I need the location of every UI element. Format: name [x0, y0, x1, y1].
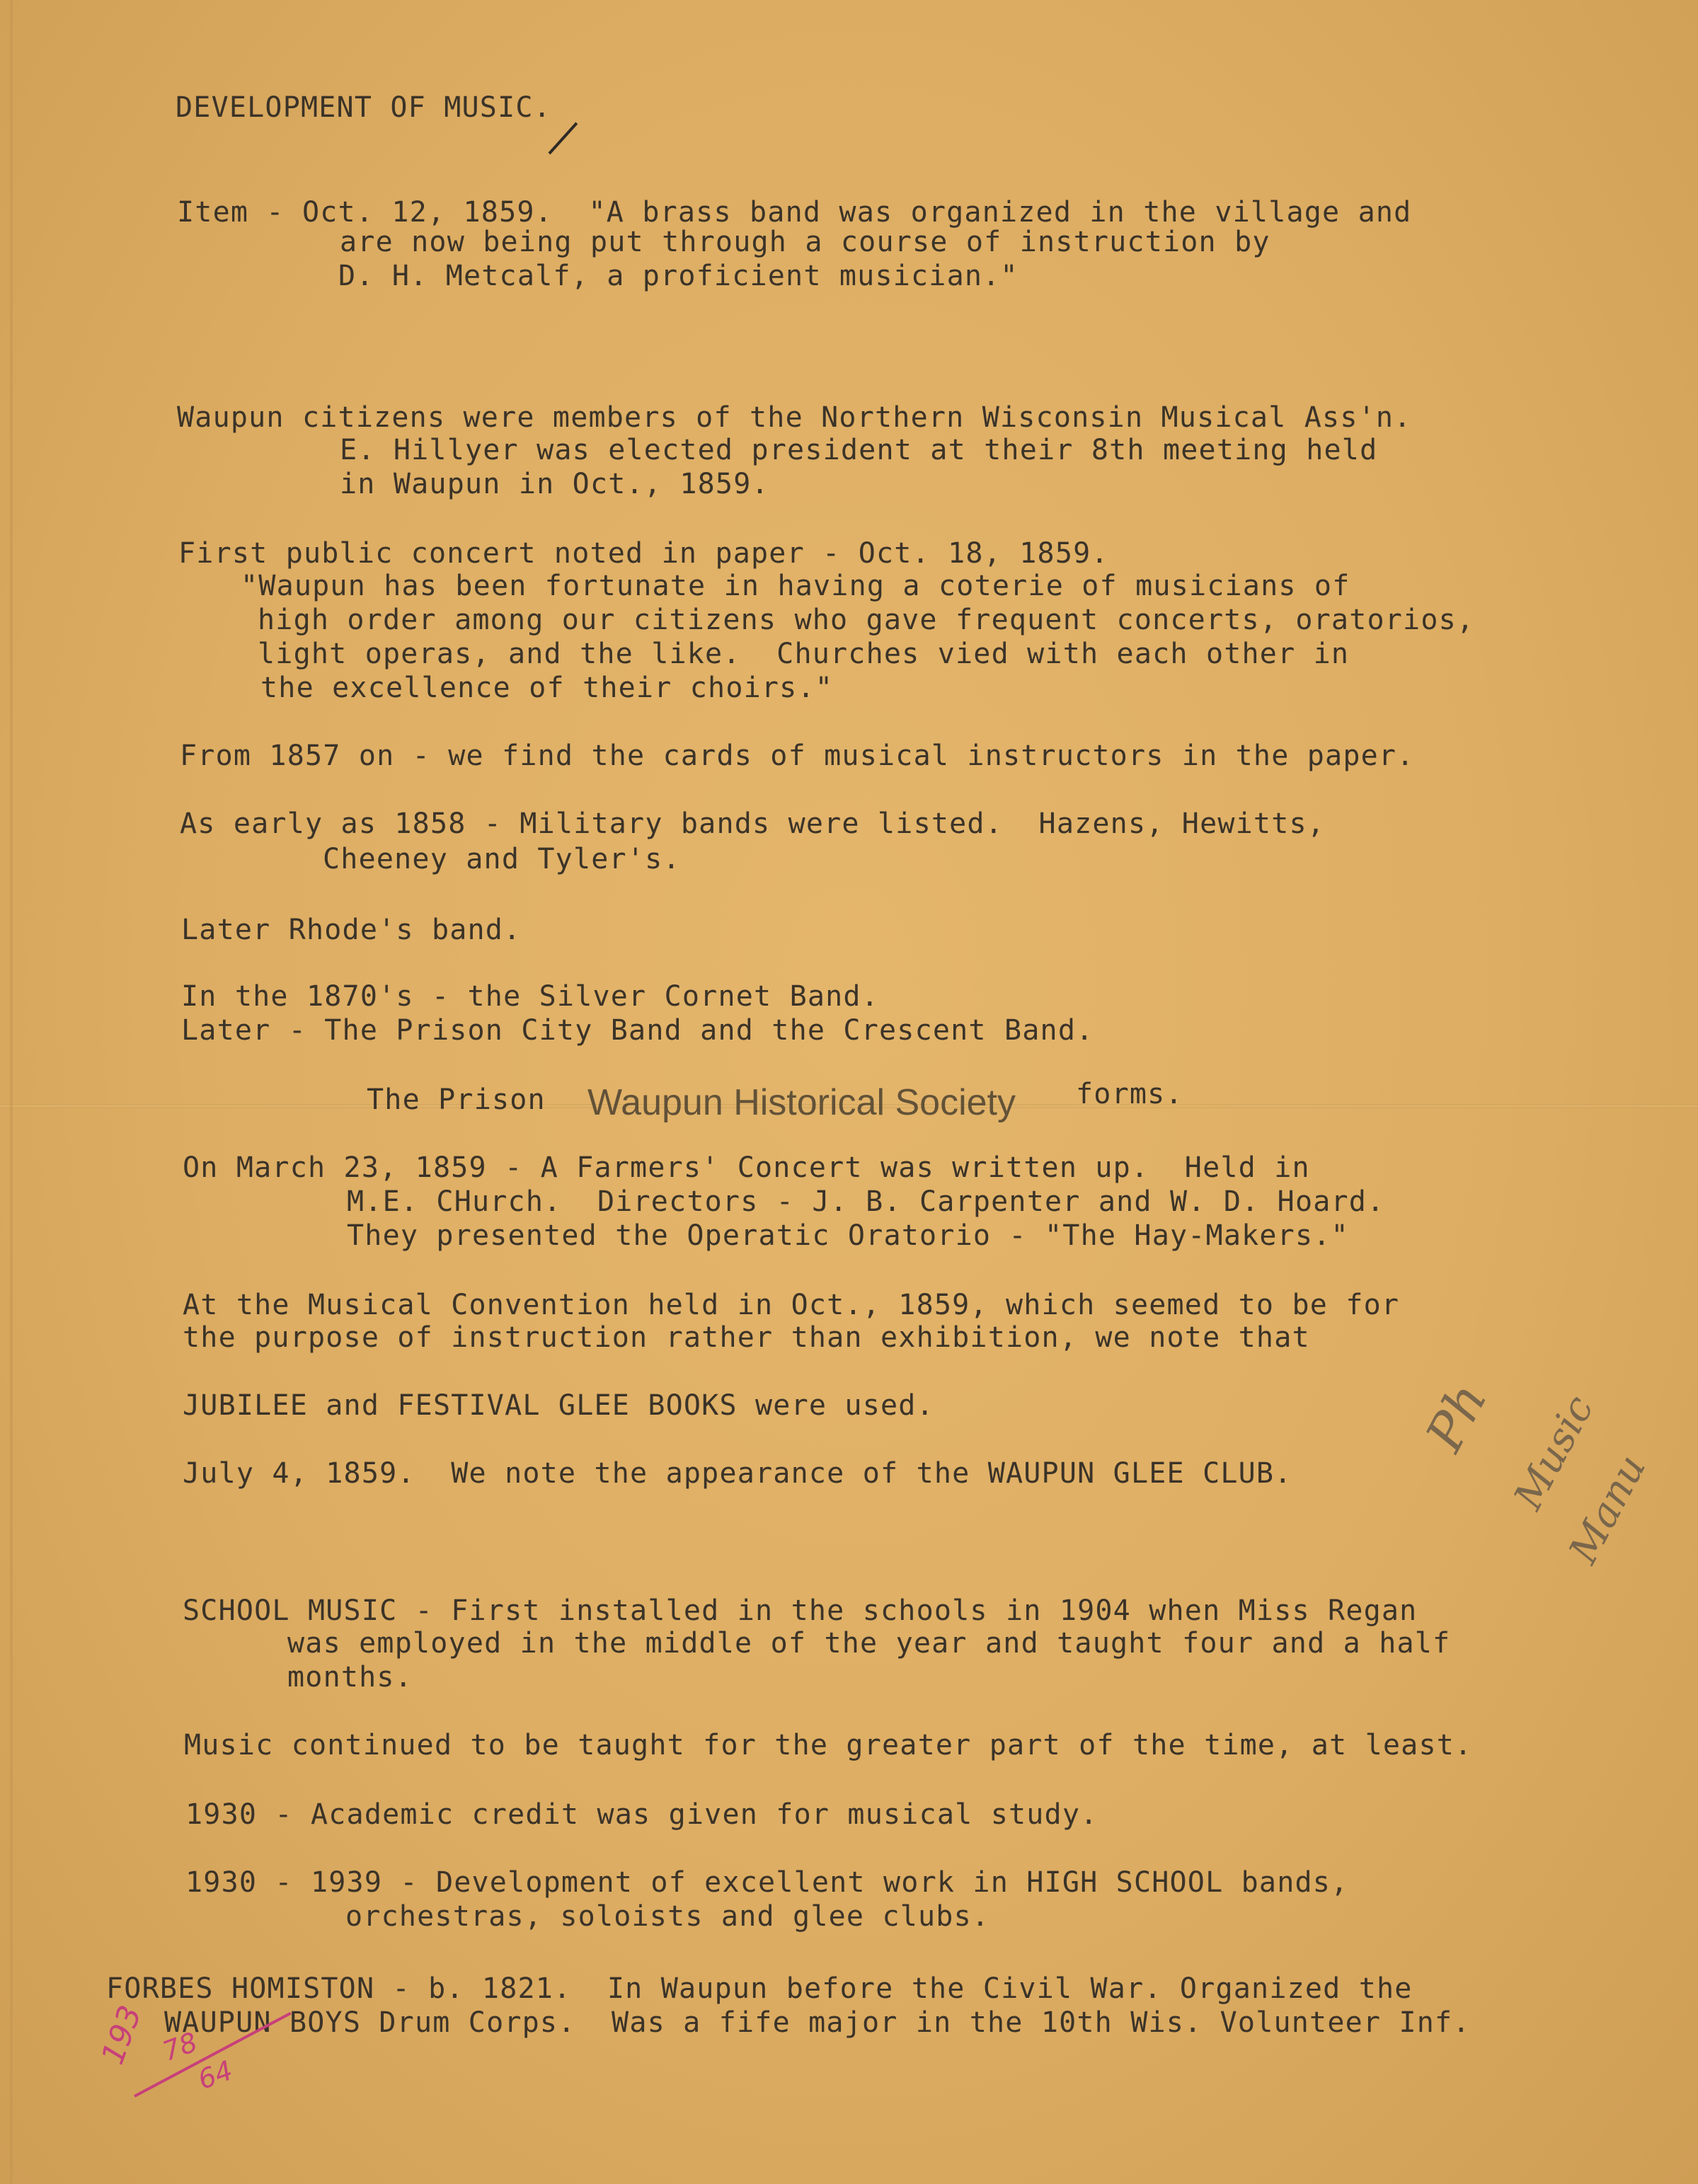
text-line: high order among our citizens who gave frequent concerts, oratorios, — [258, 604, 1475, 636]
text-line: E. Hillyer was elected president at their 8th meeting held — [340, 434, 1378, 466]
text-line: July 4, 1859. We note the appearance of the WAUPUN GLEE CLUB. — [183, 1457, 1292, 1490]
text-line: JUBILEE and FESTIVAL GLEE BOOKS were used. — [183, 1389, 934, 1422]
text-line: At the Musical Convention held in Oct., 1859, which seemed to be for — [183, 1289, 1400, 1321]
left-edge-crease — [10, 0, 13, 2184]
text-line: Waupun citizens were members of the Northern Wisconsin Musical Ass'n. — [177, 401, 1412, 434]
text-line: months. — [287, 1661, 413, 1694]
text-line: In the 1870's - the Silver Cornet Band. — [181, 980, 879, 1013]
text-line: FORBES HOMISTON - b. 1821. In Waupun before the Civil War. Organized the — [106, 1972, 1413, 2005]
text-line: WAUPUN BOYS Drum Corps. Was a fife major in the 10th Wis. Volunteer Inf. — [164, 2006, 1471, 2039]
text-line: Music continued to be taught for the greater part of the time, at least. — [184, 1729, 1473, 1761]
text-line: the purpose of instruction rather than exhibition, we note that — [183, 1321, 1310, 1354]
pen-correction-mark — [549, 122, 578, 155]
text-line: Later Rhode's band. — [181, 914, 522, 946]
text-line: forms. — [1076, 1078, 1183, 1110]
text-line: 1930 - 1939 - Development of excellent work in HIGH SCHOOL bands, — [185, 1866, 1349, 1899]
text-line: light operas, and the like. Churches vied with each other in — [258, 638, 1350, 670]
call-number-line: 193 — [94, 2001, 149, 2069]
text-line: First public concert noted in paper - Oct. 18, 1859. — [178, 537, 1109, 570]
text-line: On March 23, 1859 - A Farmers' Concert was written up. Held in — [183, 1151, 1310, 1184]
text-line: "Waupun has been fortunate in having a coterie of musicians of — [241, 570, 1350, 602]
text-line: orchestras, soloists and glee clubs. — [345, 1900, 990, 1933]
text-line: SCHOOL MUSIC - First installed in the schools in 1904 when Miss Regan — [183, 1594, 1418, 1627]
handwritten-note: Music — [1505, 1388, 1603, 1517]
pink-call-number — [85, 2003, 255, 2137]
text-line: They presented the Operatic Oratorio - "The Hay-Makers." — [347, 1219, 1349, 1252]
text-line: are now being put through a course of instruction by — [340, 226, 1270, 258]
text-line: As early as 1858 - Military bands were listed. Hazens, Hewitts, — [180, 807, 1326, 840]
text-line: From 1857 on - we find the cards of musical instructors in the paper. — [180, 740, 1415, 772]
document-title: DEVELOPMENT OF MUSIC. — [176, 91, 551, 124]
watermark: Waupun Historical Society — [587, 1082, 1016, 1123]
handwritten-note: Manu — [1560, 1447, 1656, 1571]
text-line: in Waupun in Oct., 1859. — [340, 468, 769, 500]
text-line: Later - The Prison City Band and the Crescent Band. — [181, 1014, 1094, 1047]
text-line: M.E. CHurch. Directors - J. B. Carpenter and W. D. Hoard. — [347, 1185, 1385, 1218]
call-number-line: 78 — [158, 2026, 202, 2067]
call-number-line: 64 — [193, 2054, 237, 2096]
text-line: Item - Oct. 12, 1859. "A brass band was organized in the village and — [177, 196, 1412, 229]
text-line: The Prison — [367, 1084, 546, 1116]
text-line: Cheeney and Tyler's. — [323, 843, 681, 875]
text-line: D. H. Metcalf, a proficient musician." — [338, 260, 1019, 292]
text-line: 1930 - Academic credit was given for musical study. — [185, 1798, 1098, 1831]
text-line: the excellence of their choirs." — [260, 672, 834, 704]
handwritten-note: Ph — [1414, 1373, 1498, 1461]
text-line: was employed in the middle of the year and taught four and a half — [287, 1627, 1451, 1660]
